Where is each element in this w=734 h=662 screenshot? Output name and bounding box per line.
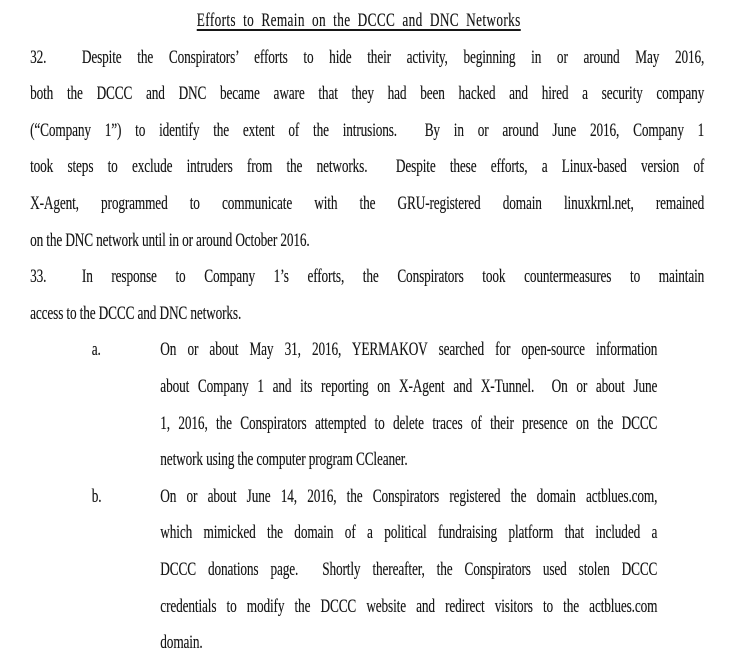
paragraph-text-line: on the DNC network until in or around October 2016. xyxy=(30,229,310,251)
paragraph-text-line: In response to Company 1’s efforts, the Conspirators took countermeasures to maintain xyxy=(81,266,705,288)
subitem-text-line: credentials to modify the DCCC website and redirect visitors to the actblues.com xyxy=(160,595,658,617)
paragraph-32-line xyxy=(30,186,704,223)
paragraph-32-line xyxy=(30,149,704,186)
subitem-text-line: which mimicked the domain of a political fundraising platform that included a xyxy=(160,522,658,544)
paragraph-32-line xyxy=(30,223,704,260)
paragraph-33-line xyxy=(30,296,704,333)
paragraph-text-line: Despite the Conspirators’ efforts to hide their activity, beginning in or around May 2016, xyxy=(81,46,705,68)
subitem-b-line xyxy=(30,589,704,626)
paragraph-text-line: both the DCCC and DNC became aware that they had been hacked and hired a security company xyxy=(30,83,705,105)
subitem-label: a. xyxy=(91,339,101,361)
paragraph-text-line: access to the DCCC and DNC networks. xyxy=(30,302,242,324)
paragraph-number: 32. xyxy=(30,46,47,68)
paragraph-32-line xyxy=(30,40,704,77)
subitem-a-line xyxy=(30,406,704,443)
paragraph-text-line: (“Company 1”) to identify the extent of the intrusions. By in or around June 2016, Company 1 xyxy=(30,119,705,141)
paragraph-text-line: X-Agent, programmed to communicate with the GRU-registered domain linuxkrnl.net, remained xyxy=(30,192,705,214)
subitem-text-line: network using the computer program CCleaner. xyxy=(160,449,408,471)
subitem-text-line: DCCC donations page. Shortly thereafter, the Conspirators used stolen DCCC xyxy=(160,558,658,580)
paragraph-33-line xyxy=(30,259,704,296)
subitem-text-line: On or about June 14, 2016, the Conspirators registered the domain actblues.com, xyxy=(160,485,658,507)
subitem-text-line: domain. xyxy=(160,632,203,654)
subitem-b-line xyxy=(30,625,704,662)
subitem-label: b. xyxy=(91,485,102,507)
section-heading xyxy=(13,3,704,40)
subitem-a-line xyxy=(30,332,704,369)
paragraph-number: 33. xyxy=(30,266,47,288)
paragraph-text-line: took steps to exclude intruders from the networks. Despite these efforts, a Linux-based version of xyxy=(30,156,705,178)
subitem-text-line: On or about May 31, 2016, YERMAKOV searched for open-source information xyxy=(160,339,658,361)
section-heading-text: Efforts to Remain on the DCCC and DNC Networks xyxy=(196,10,521,31)
subitem-b-line xyxy=(30,479,704,516)
subitem-a-line xyxy=(30,442,704,479)
subitem-b-line xyxy=(30,515,704,552)
subitem-b-line xyxy=(30,552,704,589)
subitem-a-line xyxy=(30,369,704,406)
paragraph-32-line xyxy=(30,76,704,113)
subitem-text-line: 1, 2016, the Conspirators attempted to delete traces of their presence on the DCCC xyxy=(160,412,658,434)
subitem-text-line: about Company 1 and its reporting on X-Agent and X-Tunnel. On or about June xyxy=(160,375,658,397)
paragraph-32-line xyxy=(30,113,704,150)
